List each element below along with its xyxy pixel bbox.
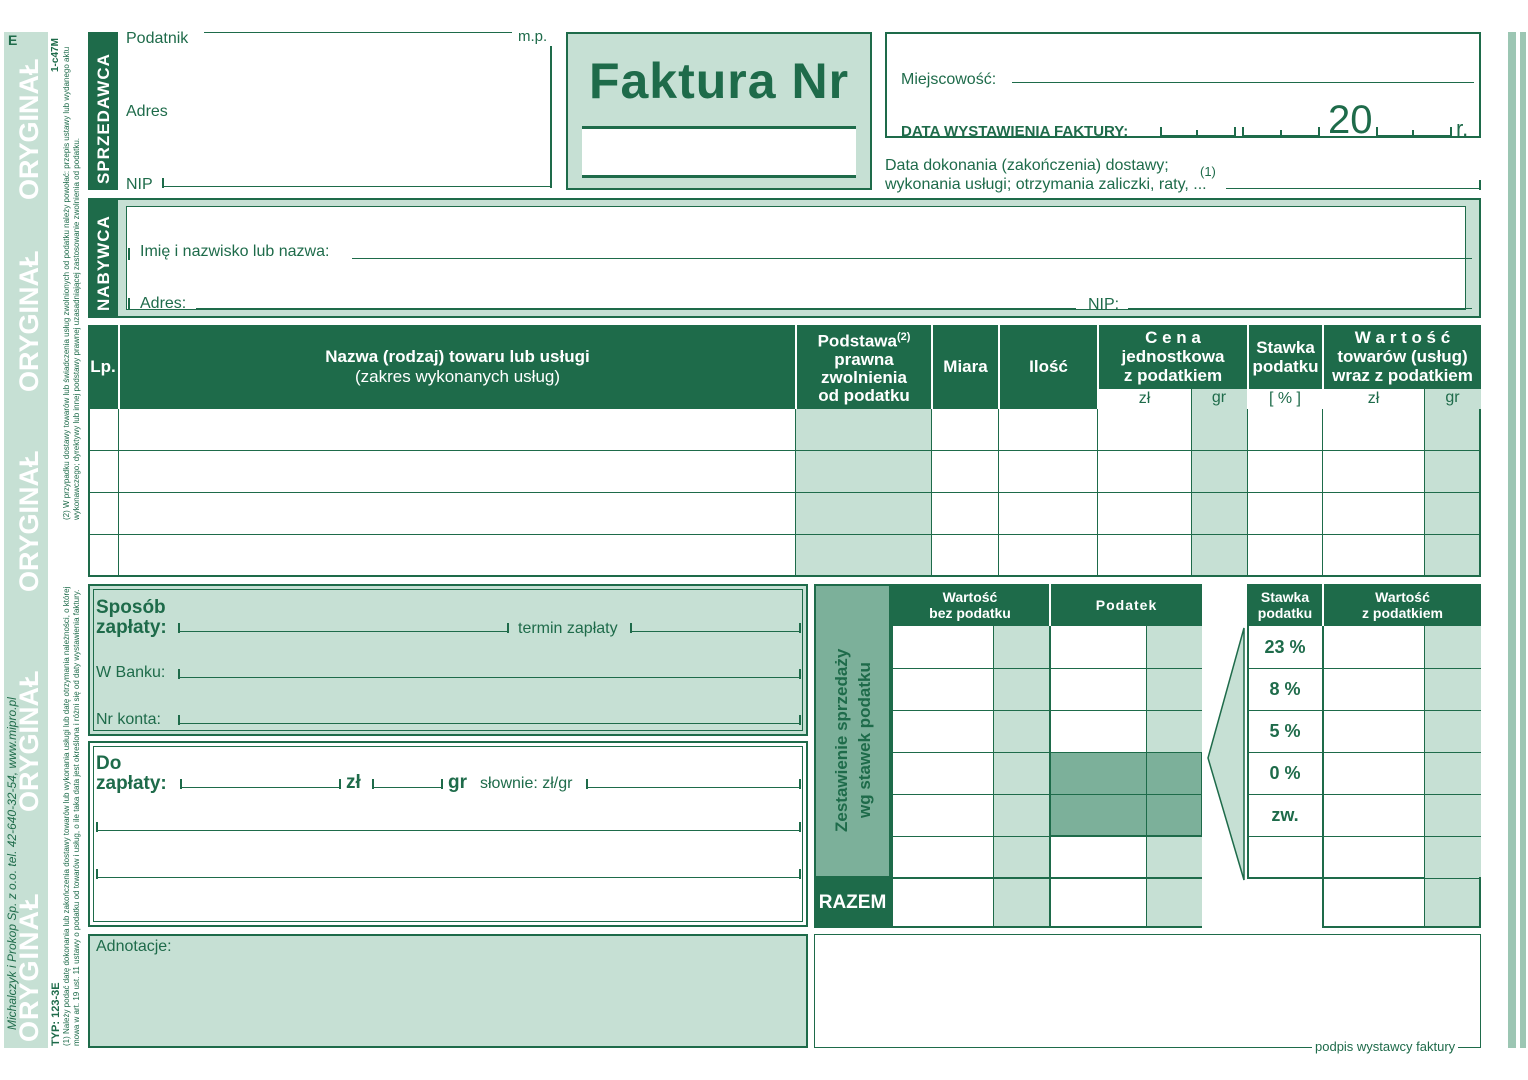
- signature-box[interactable]: [814, 934, 1481, 1048]
- delivery-date-line2: wykonania usługi; otrzymania zaliczki, raty, ...: [885, 176, 1207, 193]
- words-2-tick-end: [799, 822, 801, 832]
- col-name-line1: Nazwa (rodzaj) towaru lub usługi: [325, 347, 590, 366]
- col-basis-footnote: (2): [896, 331, 911, 343]
- to-pay-gr-tick: [372, 779, 374, 789]
- body-sep: [998, 409, 999, 577]
- vat-row-line: [891, 668, 1202, 669]
- buyer-nip-label: NIP:: [1088, 296, 1120, 313]
- vat-col-tax-header: Podatek: [1095, 597, 1158, 613]
- vat-side-label-2: wg stawek podatku: [855, 662, 874, 818]
- rate-exempt: zw.: [1271, 804, 1299, 825]
- copy-label: ORYGINAŁ: [14, 670, 44, 812]
- year-tick-b: [1412, 130, 1414, 136]
- body-sep: [795, 409, 796, 577]
- account-label: Nr konta:: [96, 711, 161, 728]
- table-row[interactable]: [90, 535, 1479, 575]
- vat-net-gr-shade: [993, 626, 1049, 926]
- year-prefix: 20: [1328, 98, 1373, 142]
- col-value-header: W a r t o ś ć towarów (usług) wraz z podatkiem: [1332, 328, 1473, 385]
- vat-row-line: [891, 877, 1202, 879]
- to-pay-label-1: Do: [96, 753, 122, 774]
- payment-due-tick: [630, 623, 632, 633]
- place-line[interactable]: [1012, 82, 1474, 83]
- sub-price-zl: zł: [1138, 390, 1151, 407]
- right-edge-stripe: [1508, 32, 1516, 1048]
- month-tick-c: [1318, 127, 1320, 136]
- rate-5: 5 %: [1269, 720, 1301, 741]
- seller-mp-label: m.p.: [518, 28, 548, 45]
- sub-sep: [1424, 389, 1425, 409]
- to-pay-zl-field[interactable]: [180, 787, 340, 788]
- col-name-header: [120, 325, 795, 409]
- account-tick: [178, 715, 180, 725]
- to-pay-zl-tick: [180, 779, 182, 789]
- col-basis-label: Podstawa: [817, 331, 897, 351]
- body-sep: [1191, 409, 1192, 577]
- vat-sep: [1146, 626, 1147, 928]
- footnote-1-text: (1) Należy podać datę dokonania lub zakończenia dostawy towarów lub wykonania usługi lub datę otrzymania należności, o której mowa w art. 19 ust. 11 ustawy o podatku od towarów i usług, o ile taka data jest określona i różni się od daty wystawienia faktury.: [62, 586, 81, 1046]
- payment-method-label-1: Sposób: [96, 597, 166, 618]
- col-basis-header: [797, 328, 931, 408]
- invoice-title-box: [566, 32, 872, 190]
- buyer-address-line[interactable]: [196, 308, 1076, 309]
- rate-8: 8 %: [1269, 678, 1301, 699]
- col-basis-rest: prawna zwolnienia od podatku: [818, 349, 910, 405]
- buyer-nip-line[interactable]: [1128, 308, 1472, 309]
- payment-method-line[interactable]: [178, 631, 508, 632]
- margin-letter: E: [8, 32, 18, 48]
- table-row[interactable]: [90, 451, 1479, 493]
- copy-label: ORYGINAŁ: [14, 250, 44, 392]
- vat-col-net-header: Wartość bez podatku: [929, 589, 1011, 621]
- to-pay-words-line-3[interactable]: [96, 877, 800, 878]
- notes-box[interactable]: [88, 934, 808, 1048]
- words-3-tick-end: [799, 869, 801, 879]
- buyer-name-label: Imię i nazwisko lub nazwa:: [140, 243, 330, 260]
- seller-nip-label: NIP: [126, 176, 153, 193]
- to-pay-gr-field[interactable]: [372, 787, 442, 788]
- to-pay-words-line[interactable]: [586, 787, 800, 788]
- payment-due-label: termin zapłaty: [518, 620, 618, 637]
- to-pay-zl-tick-end: [339, 779, 341, 789]
- delivery-date-footnote: (1): [1200, 164, 1216, 179]
- notes-label: Adnotacje:: [96, 938, 172, 955]
- place-label: Miejscowość:: [901, 71, 997, 88]
- account-line[interactable]: [178, 723, 800, 724]
- day-tick-c: [1234, 127, 1236, 136]
- rates-col-gross-header: Wartość z podatkiem: [1362, 589, 1443, 621]
- col-name-line2: (zakres wykonanych usług): [354, 367, 561, 386]
- body-sep: [1097, 409, 1098, 577]
- copy-label: ORYGINAŁ: [14, 892, 44, 1042]
- gross-total-gr-shade: [1424, 879, 1479, 926]
- sub-price-gr: gr: [1211, 389, 1227, 406]
- buyer-name-tick: [128, 248, 130, 260]
- margin-type: TYP: 123-3E: [50, 982, 62, 1046]
- copy-label: ORYGINAŁ: [14, 58, 44, 200]
- margin-code: 1-c47M: [50, 38, 61, 72]
- payment-due-tick-end: [799, 623, 801, 633]
- day-tick-a: [1160, 127, 1162, 136]
- payment-box: [88, 584, 808, 736]
- buyer-address-label: Adres:: [140, 295, 187, 312]
- col-lp-header: Lp.: [90, 357, 116, 376]
- table-row[interactable]: [90, 493, 1479, 535]
- buyer-name-line[interactable]: [352, 258, 1472, 259]
- to-pay-words-tick-end: [799, 779, 801, 789]
- seller-taxpayer-label: Podatnik: [126, 30, 189, 47]
- vat-total-label: RAZEM: [814, 878, 891, 928]
- bank-tick: [178, 669, 180, 679]
- bank-tick-end: [799, 669, 801, 679]
- bank-line[interactable]: [178, 677, 800, 678]
- to-pay-gr-tick-end: [441, 779, 443, 789]
- vat-row-line: [891, 710, 1202, 711]
- margin-publisher: Michalczyk i Prokop Sp. z o.o. tel. 42-640-32-54, www.mipro.pl: [5, 697, 19, 1030]
- col-qty-header: Ilość: [1029, 357, 1068, 376]
- col-rate-header: Stawka podatku: [1252, 338, 1319, 376]
- body-sep: [118, 409, 119, 577]
- payment-inner-frame: [93, 589, 803, 731]
- signature-label: podpis wystawcy faktury: [1312, 1039, 1458, 1054]
- to-pay-words-line-2[interactable]: [96, 830, 800, 831]
- vat-row-line: [891, 836, 1202, 837]
- body-sep: [1424, 409, 1425, 577]
- rate-23: 23 %: [1264, 636, 1306, 657]
- margin-footnote-2: [62, 32, 82, 520]
- rates-col-rate-header: Stawka podatku: [1257, 589, 1313, 621]
- sub-sep: [1191, 389, 1192, 409]
- year-tick-a: [1376, 127, 1378, 136]
- payment-method-tick: [178, 623, 180, 633]
- account-tick-end: [799, 715, 801, 725]
- to-pay-words-label: słownie: zł/gr: [480, 775, 573, 792]
- col-price-header: C e n a jednostkowa z podatkiem: [1121, 328, 1225, 385]
- to-pay-words-tick: [586, 779, 588, 789]
- body-sep: [1322, 409, 1323, 577]
- vat-arrow-icon: [1204, 626, 1248, 882]
- vat-sep: [993, 626, 994, 928]
- payment-method-tick-end: [507, 623, 509, 633]
- margin-footnote-1: [62, 566, 82, 1046]
- day-tick-b: [1196, 130, 1198, 136]
- month-tick-a: [1242, 127, 1244, 136]
- bank-label: W Banku:: [96, 664, 166, 681]
- col-unit-header: Miara: [943, 357, 988, 376]
- copy-label: ORYGINAŁ: [14, 450, 44, 592]
- invoice-title: Faktura Nr: [588, 53, 850, 109]
- to-pay-label-2: zapłaty:: [96, 773, 167, 794]
- vat-sep: [1049, 626, 1051, 928]
- vat-side-label-1: Zestawienie sprzedaży: [832, 648, 851, 832]
- seller-right-rule: [550, 46, 552, 188]
- sub-value-zl: zł: [1367, 390, 1380, 407]
- items-table-body: [88, 409, 1481, 577]
- month-tick-b: [1280, 130, 1282, 136]
- vat-row-line: [891, 752, 1202, 753]
- sub-rate-pct: [ % ]: [1268, 390, 1301, 407]
- payment-due-line[interactable]: [630, 631, 800, 632]
- vat-row-line: [891, 794, 1202, 795]
- buyer-address-tick: [128, 298, 130, 310]
- seller-address-label: Adres: [126, 103, 168, 120]
- vat-side-panel: [814, 584, 891, 878]
- delivery-date-line1: Data dokonania (zakończenia) dostawy;: [885, 157, 1169, 174]
- body-sep: [931, 409, 932, 577]
- right-edge-stripe: [1520, 32, 1526, 1048]
- table-row[interactable]: [90, 409, 1479, 451]
- to-pay-box: [88, 741, 808, 927]
- year-suffix: r.: [1456, 116, 1469, 141]
- buyer-section-label: NABYWCA: [94, 215, 113, 311]
- seller-nip-line[interactable]: [162, 186, 552, 187]
- seller-nip-tick: [162, 178, 164, 188]
- sub-value-gr: gr: [1445, 389, 1460, 406]
- year-tick-c: [1450, 127, 1452, 136]
- to-pay-zl-label: zł: [346, 772, 361, 793]
- issue-date-label: DATA WYSTAWIENIA FAKTURY:: [901, 123, 1129, 140]
- delivery-date-line[interactable]: [1226, 188, 1480, 189]
- gross-total-sep: [1424, 877, 1425, 927]
- date-frame-left: [885, 120, 887, 138]
- payment-method-label-2: zapłaty:: [96, 617, 167, 638]
- words-2-tick: [96, 822, 98, 832]
- words-3-tick: [96, 869, 98, 879]
- rate-blank: [1247, 836, 1323, 878]
- to-pay-gr-label: gr: [448, 772, 467, 793]
- delivery-date-tick: [1479, 180, 1481, 190]
- invoice-number-field[interactable]: [582, 126, 856, 178]
- seller-taxpayer-line[interactable]: [204, 32, 512, 33]
- body-sep: [1247, 409, 1248, 577]
- footnote-2-text: (2) W przypadku dostawy towarów lub świadczenia usług zwolnionych od podatku należy powołać: przepis ustawy lub wydanego aktu wykonawczego; dyrektywy lub innej podstawy prawnej uzasadniającej zastosowanie zwolnienia od podatku.: [62, 46, 81, 520]
- seller-section-label: SPRZEDAWCA: [94, 53, 113, 184]
- rate-0: 0 %: [1269, 762, 1301, 783]
